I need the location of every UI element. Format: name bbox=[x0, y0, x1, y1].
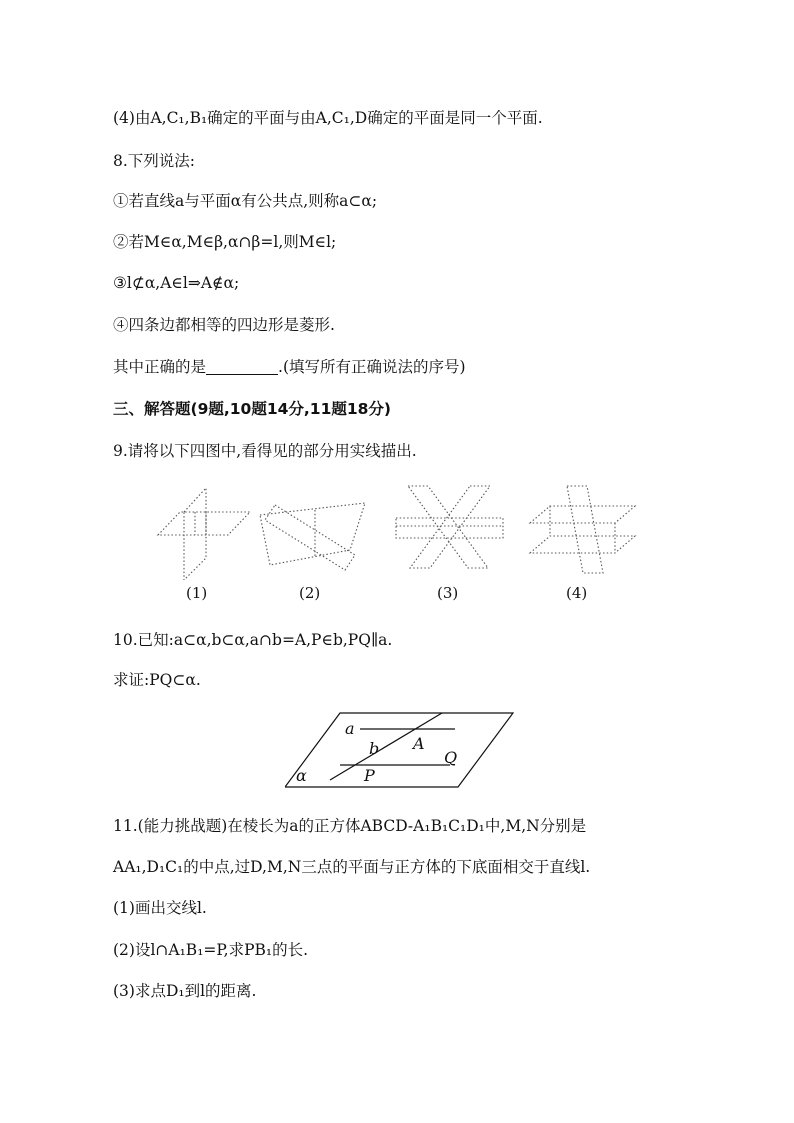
q10-label-A: A bbox=[413, 734, 425, 753]
section-3-heading: 三、解答题(9题,10题14分,11题18分) bbox=[113, 400, 392, 418]
q10-label-P: P bbox=[364, 766, 375, 785]
q11-line-1: 11.(能力挑战题)在棱长为a的正方体ABCD-A₁B₁C₁D₁中,M,N分别是 bbox=[113, 817, 587, 835]
q10-given: 10.已知:a⊂α,b⊂α,a∩b=A,P∈b,PQ∥a. bbox=[113, 631, 393, 649]
q10-label-Q: Q bbox=[444, 748, 458, 767]
answer-blank[interactable] bbox=[206, 360, 278, 375]
q10-plane-figure bbox=[285, 710, 517, 790]
q9-label-4: (4) bbox=[566, 584, 588, 602]
q9-stem: 9.请将以下四图中,看得见的部分用实线描出. bbox=[113, 442, 417, 460]
q8-item-4: ④四条边都相等的四边形是菱形. bbox=[113, 316, 335, 334]
q11-part-1: (1)画出交线l. bbox=[113, 899, 207, 917]
q8-item-2: ②若M∈α,M∈β,α∩β=l,则M∈l; bbox=[113, 233, 337, 251]
q10-label-a: a bbox=[345, 719, 355, 738]
q9-label-1: (1) bbox=[186, 584, 208, 602]
q9-figure-1 bbox=[150, 480, 260, 580]
q9-figure-2 bbox=[255, 495, 370, 575]
q9-label-3: (3) bbox=[437, 584, 459, 602]
q8-answer-suffix: .(填写所有正确说法的序号) bbox=[278, 358, 466, 376]
q8-stem: 8.下列说法: bbox=[113, 152, 196, 170]
q8-answer-line bbox=[113, 357, 466, 377]
q9-figure-4 bbox=[525, 478, 643, 578]
q8-item-1: ①若直线a与平面α有公共点,则称a⊂α; bbox=[113, 192, 378, 210]
q11-part-3: (3)求点D₁到l的距离. bbox=[113, 982, 257, 1000]
q9-label-2: (2) bbox=[299, 584, 321, 602]
q7-item-4: (4)由A,C₁,B₁确定的平面与由A,C₁,D确定的平面是同一个平面. bbox=[113, 109, 543, 127]
q8-answer-prefix: 其中正确的是 bbox=[113, 358, 207, 376]
q8-item-3: ③l⊄α,A∈l⇒A∉α; bbox=[113, 274, 240, 292]
q10-prove: 求证:PQ⊂α. bbox=[113, 671, 201, 689]
q9-figure-3 bbox=[388, 478, 510, 578]
q10-label-b: b bbox=[369, 739, 380, 758]
q10-label-alpha: α bbox=[296, 766, 307, 785]
q11-line-2: AA₁,D₁C₁的中点,过D,M,N三点的平面与正方体的下底面相交于直线l. bbox=[113, 858, 591, 876]
q11-part-2: (2)设l∩A₁B₁=P,求PB₁的长. bbox=[113, 941, 309, 959]
